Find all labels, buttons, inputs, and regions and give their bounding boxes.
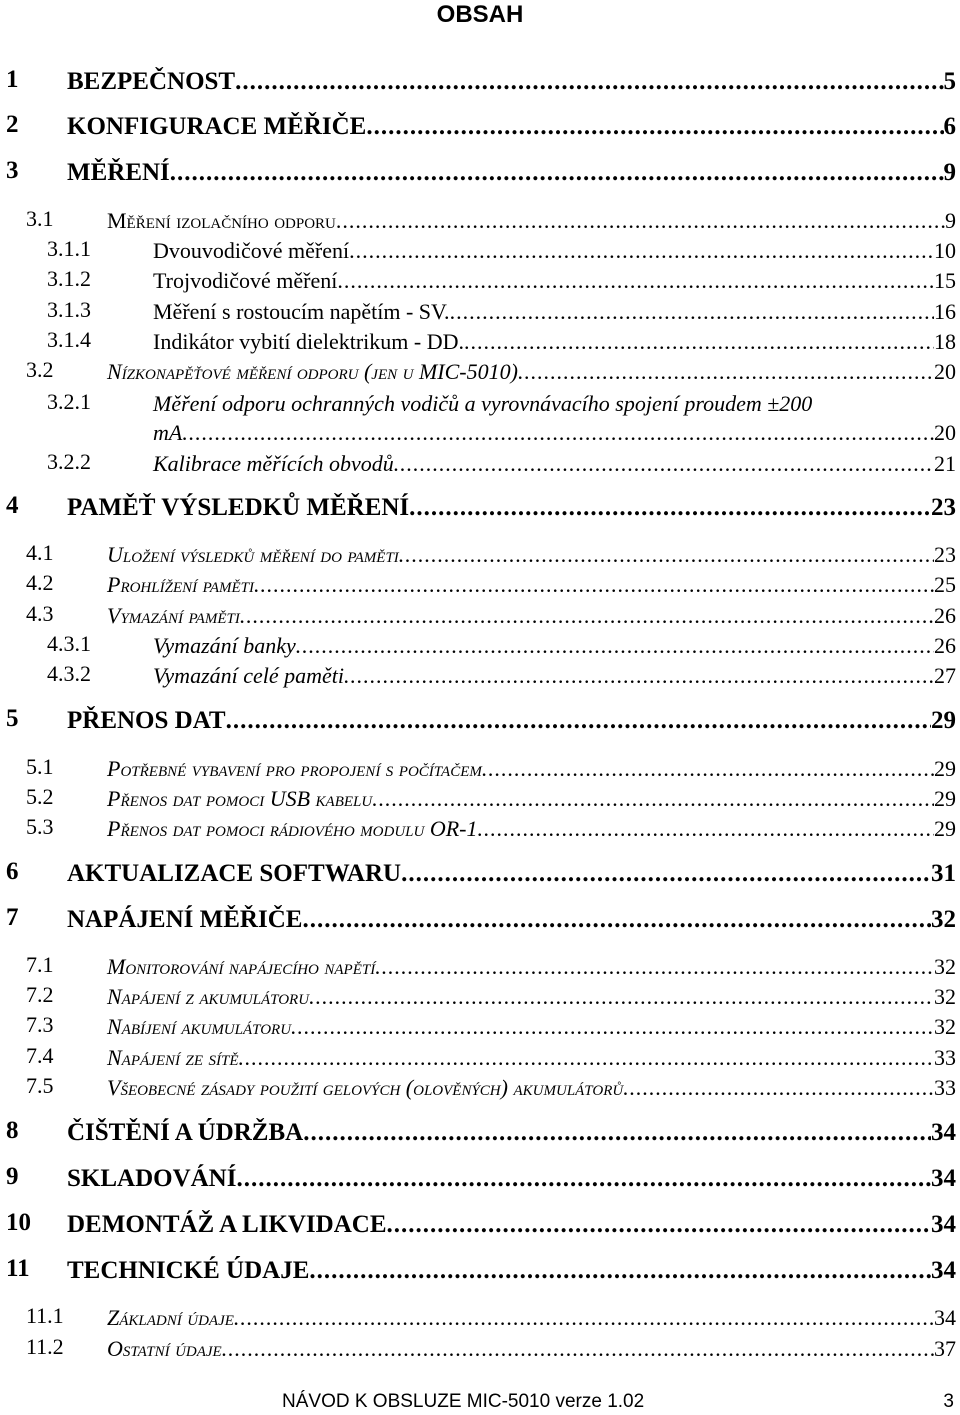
toc-entry[interactable]: [0, 159, 958, 191]
toc-entry-number: 3.1.2: [47, 266, 91, 291]
toc-leader-dots: [450, 299, 934, 325]
toc-entry[interactable]: [0, 206, 958, 238]
toc-entry-title: Napájení z akumulátoru: [107, 984, 310, 1009]
toc-entry-title: Přenos dat pomoci rádiového modulu OR-1: [107, 816, 478, 841]
toc-entry-title: Ostatní údaje: [107, 1336, 222, 1361]
toc-entry-title: Napájení ze sítě: [107, 1045, 239, 1070]
toc-entry-number: 5.1: [26, 754, 54, 779]
toc-entry-page: 18: [934, 329, 956, 354]
toc-entry[interactable]: [0, 540, 958, 572]
toc-entry[interactable]: [0, 1012, 958, 1044]
toc-leader-dots: [235, 68, 943, 96]
toc-entry[interactable]: [0, 494, 958, 526]
toc-entry-page: 29: [931, 707, 956, 734]
toc-leader-dots: [240, 603, 934, 629]
toc-entry[interactable]: [0, 1303, 958, 1335]
toc-entry[interactable]: [0, 1334, 958, 1366]
toc-entry-page: 33: [934, 1075, 956, 1100]
toc-entry[interactable]: [0, 449, 958, 481]
toc-entry-number: 7.4: [26, 1043, 54, 1068]
page-title: OBSAH: [436, 1, 524, 28]
toc-entry-page: 23: [931, 494, 956, 521]
toc-entry-page: 33: [934, 1045, 956, 1070]
toc-entry-title: DEMONTÁŽ A LIKVIDACE: [67, 1211, 387, 1238]
toc-entry-page: 37: [934, 1336, 956, 1361]
toc-entry-page: 32: [934, 954, 956, 979]
toc-entry-title: BEZPEČNOST: [67, 68, 236, 95]
toc-entry-title: Vymazání banky: [153, 633, 296, 658]
toc-entry-title: PAMĚŤ VÝSLEDKŮ MĚŘENÍ: [67, 494, 410, 521]
toc-entry-page: 16: [934, 299, 956, 324]
toc-entry-title: Nízkonapěťové měření odporu (jen u MIC-5010): [107, 359, 518, 384]
toc-leader-dots: [226, 707, 931, 735]
toc-entry-title: SKLADOVÁNÍ: [67, 1165, 237, 1192]
toc-entry-number: 3.1.3: [47, 297, 91, 322]
toc-entry-number: 8: [6, 1117, 19, 1144]
toc-entry[interactable]: [0, 860, 958, 892]
toc-entry[interactable]: [0, 982, 958, 1014]
toc-entry-title: KONFIGURACE MĚŘIČE: [67, 113, 367, 140]
toc-entry-title: Potřebné vybavení pro propojení s počítačem: [107, 756, 482, 781]
page-footer: [0, 1387, 960, 1415]
toc-entry-page: 34: [931, 1211, 956, 1238]
toc-entry-number: 4: [6, 492, 19, 519]
footer-page-number: 3: [943, 1391, 954, 1412]
toc-entry[interactable]: [0, 707, 958, 739]
toc-entry-number: 4.3: [26, 601, 54, 626]
toc-leader-dots: [366, 113, 943, 141]
toc-entry-page: 29: [934, 756, 956, 781]
toc-entry-title: Prohlížení paměti: [107, 572, 254, 597]
toc-entry-title: mA: [153, 420, 183, 445]
toc-entry-title: Uložení výsledků měření do paměti: [107, 542, 399, 567]
toc-entry-number: 11: [6, 1255, 30, 1282]
toc-entry-number: 3.1: [26, 206, 54, 231]
toc-entry-title: Kalibrace měřících obvodů: [153, 451, 394, 476]
toc-entry-number: 7: [6, 904, 19, 931]
toc-entry[interactable]: [0, 1257, 958, 1289]
toc-entry-number: 3.1.1: [47, 236, 91, 261]
toc-leader-dots: [222, 1336, 934, 1362]
toc-entry-title: Indikátor vybití dielektrikum - DD.: [153, 329, 464, 354]
toc-entry-page: 32: [931, 906, 956, 933]
toc-entry-number: 9: [6, 1163, 19, 1190]
toc-entry-number: 3.1.4: [47, 327, 91, 352]
toc-entry-page: 10: [934, 238, 956, 263]
toc-entry-page: 27: [934, 663, 956, 688]
toc-entry-title: AKTUALIZACE SOFTWARU: [67, 860, 402, 887]
toc-leader-dots: [182, 420, 934, 446]
toc-leader-dots: [394, 451, 934, 477]
toc-entry-title: NAPÁJENÍ MĚŘIČE: [67, 906, 303, 933]
toc-leader-dots: [409, 494, 931, 522]
toc-entry[interactable]: [0, 570, 958, 602]
toc-entry-number: 4.3.1: [47, 631, 91, 656]
toc-entry-number: 7.2: [26, 982, 54, 1007]
toc-leader-dots: [309, 1257, 931, 1285]
toc-entry-page: 34: [931, 1257, 956, 1284]
toc-leader-dots: [337, 268, 934, 294]
toc-entry[interactable]: [0, 631, 958, 663]
toc-leader-dots: [234, 1305, 934, 1331]
toc-entry-page: 20: [934, 420, 956, 445]
toc-entry[interactable]: [0, 952, 958, 984]
toc-leader-dots: [236, 1165, 931, 1193]
toc-leader-dots: [478, 816, 935, 842]
toc-entry-number: 10: [6, 1209, 31, 1236]
toc-entry-title: TECHNICKÉ ÚDAJE: [67, 1257, 310, 1284]
toc-entry-number: 6: [6, 858, 19, 885]
toc-entry-title: Vymazání celé paměti: [153, 663, 345, 688]
toc-leader-dots: [623, 1075, 934, 1101]
toc-leader-dots: [291, 1014, 934, 1040]
toc-leader-dots: [372, 786, 934, 812]
toc-leader-dots: [387, 1211, 932, 1239]
toc-leader-dots: [302, 906, 931, 934]
toc-leader-dots: [170, 159, 944, 187]
toc-entry[interactable]: [0, 297, 958, 329]
toc-entry[interactable]: [0, 1073, 958, 1105]
toc-entry-page: 34: [931, 1165, 956, 1192]
toc-leader-dots: [375, 954, 934, 980]
toc-entry-title: Základní údaje: [107, 1305, 234, 1330]
toc-entry-number: 3.2: [26, 357, 54, 382]
toc-entry-page: 34: [931, 1119, 956, 1146]
toc-entry[interactable]: [0, 418, 958, 450]
toc-leader-dots: [482, 756, 934, 782]
toc-leader-dots: [254, 572, 934, 598]
toc-entry-number: 3: [6, 157, 19, 184]
toc-entry-number: 11.1: [26, 1303, 64, 1328]
toc-entry-page: 15: [934, 268, 956, 293]
toc-entry-number: 1: [6, 66, 19, 93]
toc-entry-number: 4.1: [26, 540, 54, 565]
toc-entry[interactable]: [0, 754, 958, 786]
toc-entry[interactable]: [0, 1211, 958, 1243]
toc-entry-page: 6: [943, 113, 956, 140]
toc-entry-number: 5: [6, 705, 19, 732]
toc-entry-number: 4.2: [26, 570, 54, 595]
toc-entry-number: 7.1: [26, 952, 54, 977]
toc-entry-page: 32: [934, 984, 956, 1009]
toc-leader-dots: [344, 663, 934, 689]
toc-entry-title: Monitorování napájecího napětí: [107, 954, 376, 979]
toc-entry[interactable]: [0, 814, 958, 846]
toc-entry[interactable]: [0, 389, 958, 421]
toc-entry-page: 9: [943, 159, 956, 186]
toc-entry[interactable]: [0, 784, 958, 816]
toc-entry-number: 11.2: [26, 1334, 64, 1359]
toc-leader-dots: [399, 542, 934, 568]
toc-entry-page: 5: [943, 68, 956, 95]
toc-entry[interactable]: [0, 113, 958, 145]
toc-leader-dots: [464, 329, 934, 355]
toc-entry[interactable]: [0, 1165, 958, 1197]
toc-leader-dots: [309, 984, 934, 1010]
toc-entry-page: 25: [934, 572, 956, 597]
toc-entry-number: 5.2: [26, 784, 54, 809]
toc-entry[interactable]: [0, 1043, 958, 1075]
toc-entry-number: 7.3: [26, 1012, 54, 1037]
toc-entry-number: 2: [6, 111, 19, 138]
toc-leader-dots: [349, 238, 934, 264]
toc-entry[interactable]: [0, 906, 958, 938]
toc-entry-page: 20: [934, 359, 956, 384]
toc-entry-page: 26: [934, 603, 956, 628]
toc-entry-title: PŘENOS DAT: [67, 707, 226, 734]
toc-entry-page: 9: [945, 208, 956, 233]
toc-entry-title: Měření izolačního odporu: [107, 208, 336, 233]
toc-entry-page: 34: [934, 1305, 956, 1330]
toc-entry-number: 4.3.2: [47, 661, 91, 686]
toc-entry-title: Dvouvodičové měření: [153, 238, 350, 263]
toc-entry-title: Měření odporu ochranných vodičů a vyrovnávacího spojení proudem ±200: [153, 391, 813, 416]
toc-leader-dots: [303, 1119, 931, 1147]
toc-entry-page: 21: [934, 451, 956, 476]
toc-entry[interactable]: [0, 327, 958, 359]
toc-entry-title: Nabíjení akumulátoru: [107, 1014, 292, 1039]
footer-text: NÁVOD K OBSLUZE MIC-5010 verze 1.02: [282, 1391, 645, 1412]
toc-entry-title: Všeobecné zásady použití gelových (olověných) akumulátorů: [107, 1075, 624, 1100]
toc-leader-dots: [518, 359, 934, 385]
toc-leader-dots: [401, 860, 931, 888]
toc-entry[interactable]: [0, 661, 958, 693]
toc-entry-title: Přenos dat pomoci USB kabelu: [107, 786, 373, 811]
toc-entry[interactable]: [0, 357, 958, 389]
toc-entry-title: Trojvodičové měření: [153, 268, 338, 293]
toc-entry-page: 23: [934, 542, 956, 567]
toc-leader-dots: [239, 1045, 935, 1071]
toc-leader-dots: [336, 208, 945, 234]
toc-entry-page: 26: [934, 633, 956, 658]
toc-entry-title: MĚŘENÍ: [67, 159, 170, 186]
toc-entry-number: 3.2.2: [47, 449, 91, 474]
toc-entry-page: 29: [934, 786, 956, 811]
toc-entry-number: 3.2.1: [47, 389, 91, 414]
toc-entry-title: Vymazání paměti: [107, 603, 240, 628]
toc-entry-title: Měření s rostoucím napětím - SV.: [153, 299, 450, 324]
toc-entry[interactable]: [0, 266, 958, 298]
toc-entry[interactable]: [0, 1119, 958, 1151]
toc-entry[interactable]: [0, 236, 958, 268]
toc-entry-number: 7.5: [26, 1073, 54, 1098]
toc-entry[interactable]: [0, 68, 958, 100]
toc-entry[interactable]: [0, 601, 958, 633]
toc-entry-page: 32: [934, 1014, 956, 1039]
toc-entry-title: ČIŠTĚNÍ A ÚDRŽBA: [67, 1119, 304, 1146]
toc-entry-page: 29: [934, 816, 956, 841]
toc-leader-dots: [296, 633, 934, 659]
toc-entry-number: 5.3: [26, 814, 54, 839]
toc-entry-page: 31: [931, 860, 956, 887]
